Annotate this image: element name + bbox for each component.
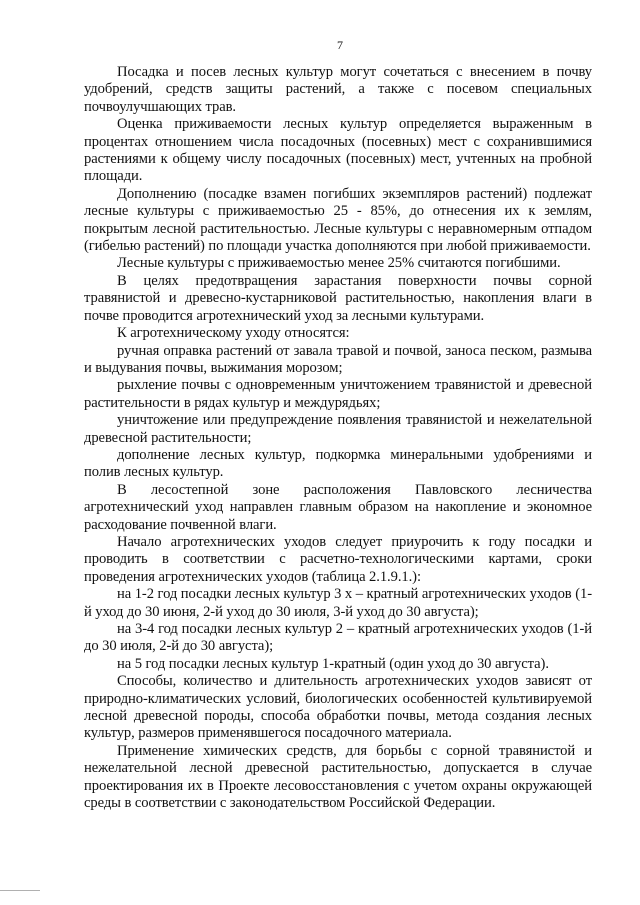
body-text <box>84 64 592 812</box>
paragraph-care-list-intro: К агротехническому уходу относятся: <box>117 325 350 342</box>
paragraph-chemical-means: Применение химических средств, для борьбы с сорной травянистой и нежелательной лесной древесной растительностью, допускается в случае проектирования их в Проекте лесовосстановления с учетом охраны окружающей среды в соответствии с законодательством Российской Федерации. <box>84 742 592 812</box>
page-number: 7 <box>337 38 343 52</box>
list-item-years-1-2: на 1-2 год посадки лесных культур 3 х – кратный агротехнических уходов (1-й уход до 30 июня, 2-й уход до 30 июля, 3-й уход до 30 августа); <box>84 586 592 620</box>
list-item-years-3-4: на 3-4 год посадки лесных культур 2 – кратный агротехнических уходов (1-й до 30 июля, 2-й до 30 августа); <box>84 621 592 655</box>
list-item-supplementing: дополнение лесных культур, подкормка минеральными удобрениями и полив лесных культур. <box>84 446 592 481</box>
scan-edge-mark <box>0 890 40 891</box>
list-item-year-5: на 5 год посадки лесных культур 1-кратный (один уход до 30 августа). <box>117 655 549 672</box>
paragraph-replanting: Дополнению (посадке взамен погибших экземпляров растений) подлежат лесные культуры с приживаемостью 25 - 85%, до отнесения их к землям, покрытым лесной растительностью. Лесные культуры с неравномерным отпадом (гибелью растений) по площади участка дополняются при любой приживаемости. <box>84 185 592 255</box>
paragraph-dead-cultures: Лесные культуры с приживаемостью менее 25% считаются погибшими. <box>117 255 561 272</box>
list-item-loosening: рыхление почвы с одновременным уничтожением травянистой и древесной растительности в рядах культур и междурядьях; <box>84 377 592 411</box>
paragraph-survival-assessment: Оценка приживаемости лесных культур определяется выраженным в процентах отношением числа посадочных (посевных) мест с сохранившимися растениями к общему числу посадочных (посевных) мест, учтенных на пробной площади. <box>84 116 592 185</box>
list-item-manual-straightening: ручная оправка растений от завала травой и почвой, заноса песком, размыва и выдувания почвы, выжимания морозом; <box>84 342 592 376</box>
list-item-weed-destruction: уничтожение или предупреждение появления травянистой и нежелательной древесной растительности; <box>84 412 592 446</box>
paragraph-weed-prevention: В целях предотвращения зарастания поверхности почвы сорной травянистой и древесно-кустарниковой растительностью, накопления влаги в почве проводится агротехнический уход за лесными культурами. <box>84 272 592 324</box>
paragraph-care-timing: Начало агротехнических уходов следует приурочить к году посадки и проводить в соответствии с расчетно-технологическими картами, сроки проведения агротехнических уходов (таблица 2.1.9.1.): <box>84 533 592 585</box>
paragraph-planting-fertilizers: Посадка и посев лесных культур могут сочетаться с внесением в почву удобрений, средств защиты растений, а также с посевом специальных почвоулучшающих трав. <box>84 64 592 115</box>
paragraph-forest-steppe-zone: В лесостепной зоне расположения Павловского лесничества агротехнический уход направлен главным образом на накопление и экономное расходование почвенной влаги. <box>84 481 592 533</box>
paragraph-care-methods: Способы, количество и длительность агротехнических уходов зависят от природно-климатических условий, биологических особенностей культивируемой лесной древесной породы, способа обработки почвы, метода создания лесных культур, размеров применявшегося посадочного материала. <box>84 673 592 742</box>
